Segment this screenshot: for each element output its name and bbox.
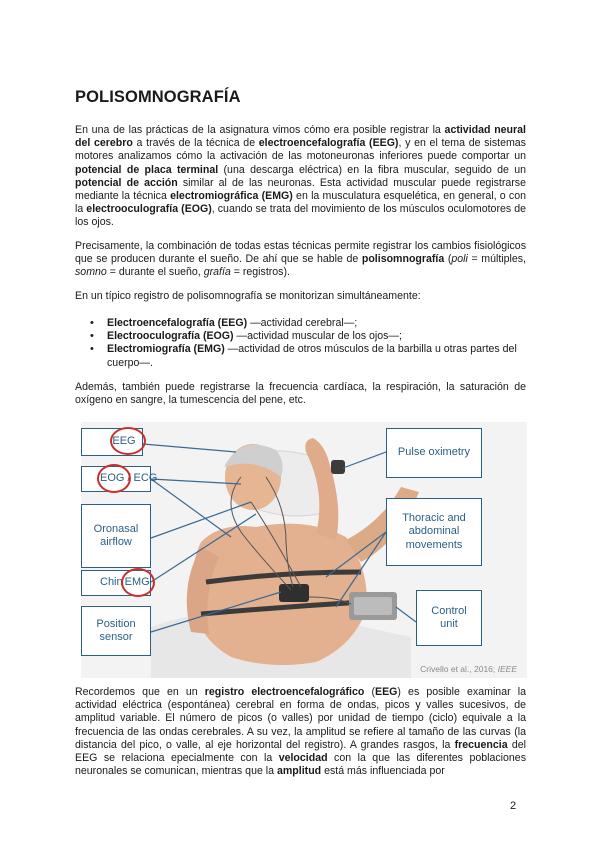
paragraph-intro: En una de las prácticas de la asignatura vimos cómo era posible registrar la actividad neural del cerebro a través de la técnica de electroencefalografía (EEG), y en el tema de sistemas motores analizamos cómo la activación de las motoneuronas inferiores puede comportar un potencial de placa terminal (una descarga eléctrica) en la fibra muscular, seguido de un potencial de acción similar al de las neuronas. Esta actividad muscular puede registrarse mediante la técnica electromiográfica (EMG) en la musculatura esquelética, en general, o con la electrooculografía (EOG), cuando se trata del movimiento de los músculos oculomotores de los ojos. <box>75 124 526 229</box>
eeg-highlight-ring <box>110 427 146 455</box>
page-title: POLISOMNOGRAFÍA <box>75 88 241 106</box>
position-sensor-label: Position sensor <box>81 606 151 656</box>
separator-slash: / <box>127 472 131 485</box>
chin-label: Chin <box>100 576 123 589</box>
page-number: 2 <box>510 800 517 812</box>
paragraph-monitoring: En un típico registro de polisomnografía se monitorizan simultáneamente: <box>75 290 421 302</box>
thoracic-abdominal-label: Thoracic and abdominal movements <box>386 498 482 566</box>
emg-highlight-ring <box>121 568 155 597</box>
emg-label: EMG <box>124 576 150 589</box>
ecg-label: ECG <box>133 472 158 485</box>
list-item: • Electrooculografía (EOG) —actividad muscular de los ojos—; <box>90 330 526 343</box>
paragraph-polisomnografia: Precisamente, la combinación de todas estas técnicas permite registrar los cambios fisiológicos que se producen durante el sueño. De ahí que se hable de polisomnografía (poli = múltiples, somno = durante el sueño, grafía = registros). <box>75 240 526 279</box>
paragraph-eeg: Recordemos que en un registro electroencefalográfico (EEG) es posible examinar la actividad eléctrica (espontánea) cerebral en forma de ondas, picos y valles sucesivos, de amplitud variable. El número de picos (o valles) por unidad de tiempo (ciclo) equivale a la frecuencia de las ondas cerebrales. A su vez, la amplitud se refiere al tamaño de las curvas (la distancia del pico, o valle, al eje horizontal del registro). A grandes rasgos, la frecuencia del EEG se relaciona epecialmente con la velocidad con la que las diferentes poblaciones neuronales se comunican, mientras que la amplitud está más influenciada por <box>75 686 526 778</box>
technique-list <box>90 317 526 370</box>
pulse-oximetry-label: Pulse oximetry <box>386 428 482 478</box>
list-item: • Electromiografía (EMG) —actividad de otros músculos de la barbilla u otras partes del cuerpo—. <box>90 343 526 369</box>
list-item: • Electroencefalografía (EEG) —actividad cerebral—; <box>90 317 526 330</box>
control-unit-label: Control unit <box>416 590 482 646</box>
eog-highlight-ring <box>97 464 131 493</box>
paragraph-additional: Además, también puede registrarse la frecuencia cardíaca, la respiración, la saturación de oxígeno en sangre, la tumescencia del pene, etc. <box>75 381 526 407</box>
eog-label: EOG <box>100 472 125 485</box>
oronasal-airflow-label: Oronasal airflow <box>81 504 151 568</box>
polysomnography-figure <box>81 422 527 678</box>
figure-credit: Crivello et al., 2016; IEEE <box>420 664 517 674</box>
eeg-label: EEG <box>112 435 136 448</box>
